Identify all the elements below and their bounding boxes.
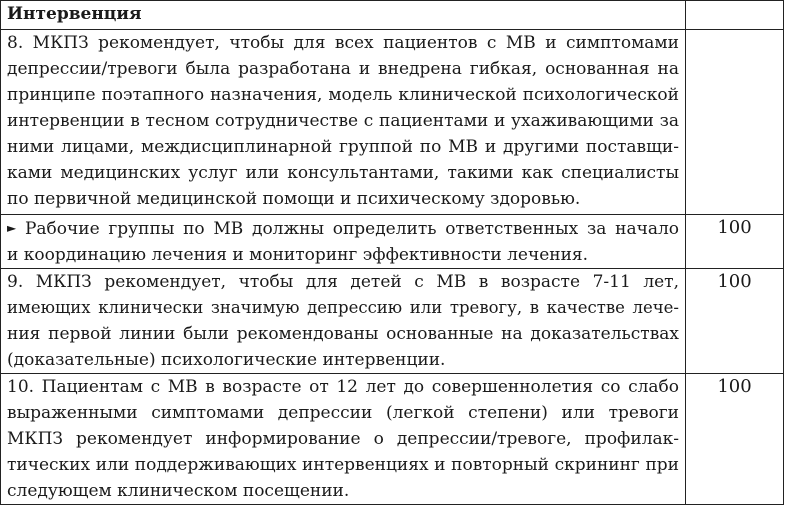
recommendation-10-text xyxy=(1,374,686,505)
text-line: ними лицами, междисциплинарной группой по МВ и другими поставщи- xyxy=(7,137,679,157)
text-line xyxy=(7,215,679,242)
text-line: выраженными симптомами депрессии (легкой степени) или тревоги xyxy=(7,403,679,423)
text-line: имеющих клинически значимую депрессию или тревогу, в качестве лече- xyxy=(7,298,679,317)
text-line: ками медицинских услуг или консультантами, такими как специалисты xyxy=(7,163,679,183)
recommendation-8-score xyxy=(686,30,784,215)
text-line: 9. МКПЗ рекомендует, чтобы для детей с МВ в возрасте 7-11 лет, xyxy=(7,272,679,292)
text-line: тических или поддерживающих интервенциях и повторный скрининг при xyxy=(7,455,679,475)
table-header-row xyxy=(1,1,784,30)
text-line: МКПЗ рекомендует информирование о депрессии/тревоге, профилак- xyxy=(7,429,679,449)
working-group-text xyxy=(1,215,686,269)
header-score-cell xyxy=(686,1,784,30)
text-line: интервенции в тесном сотрудничестве с пациентами и ухаживающими за xyxy=(7,111,679,131)
text-fragment: Рабочие группы по МВ должны определить ответственных за начало xyxy=(24,219,679,239)
triangle-bullet-icon: ► xyxy=(7,221,17,235)
table-row xyxy=(1,30,784,215)
text-line: 10. Пациентам с МВ в возрасте от 12 лет до совершеннолетия со слабо xyxy=(7,377,679,397)
text-line: (доказательные) психологические интервенции. xyxy=(7,350,446,370)
text-line: ния первой линии были рекомендованы основанные на доказательствах xyxy=(7,324,679,344)
column-heading: Интервенция xyxy=(1,1,686,30)
table-row xyxy=(1,269,784,374)
text-line: по первичной медицинской помощи и психическому здоровью. xyxy=(7,189,581,209)
table-row xyxy=(1,374,784,505)
working-group-score: 100 xyxy=(686,215,784,269)
recommendation-8-text xyxy=(1,30,686,215)
text-line: следующем клиническом посещении. xyxy=(7,481,350,501)
table-row xyxy=(1,215,784,269)
recommendation-9-score: 100 xyxy=(686,269,784,374)
text-line: депрессии/тревоги была разработана и внедрена гибкая, основанная на xyxy=(7,59,679,79)
recommendation-10-score: 100 xyxy=(686,374,784,505)
text-line: и координацию лечения и мониторинг эффективности лечения. xyxy=(7,245,589,265)
text-line: принципе поэтапного назначения, модель клинической психологической xyxy=(7,85,679,105)
recommendation-9-text xyxy=(1,269,686,374)
text-line: 8. МКПЗ рекомендует, чтобы для всех пациентов с МВ и симптомами xyxy=(7,33,679,53)
